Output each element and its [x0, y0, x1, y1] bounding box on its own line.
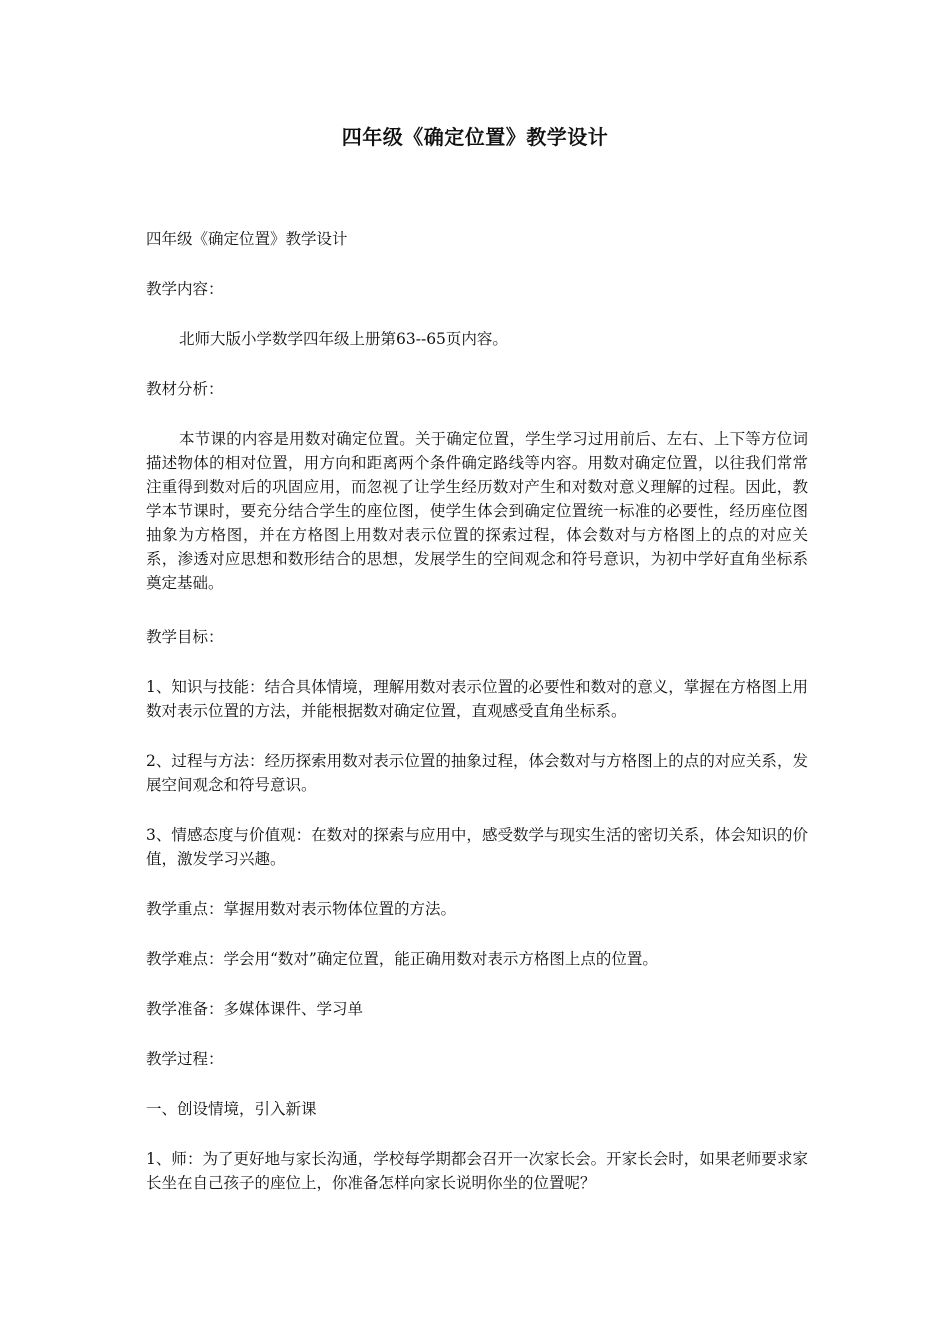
paragraph-preparation: 教学准备：多媒体课件、学习单 [146, 1000, 364, 1018]
paragraph-goal-process: 2、过程与方法：经历探索用数对表示位置的抽象过程，体会数对与方格图上的点的对应关系，发展空间观念和符号意识。 [146, 752, 808, 794]
heading-teaching-goals: 教学目标： [146, 628, 224, 646]
heading-teaching-process: 教学过程： [146, 1050, 224, 1068]
paragraph-goal-attitude: 3、情感态度与价值观：在数对的探索与应用中，感受数学与现实生活的密切关系，体会知识的价值，激发学习兴趣。 [146, 826, 808, 868]
heading-section-one: 一、创设情境，引入新课 [146, 1100, 317, 1118]
paragraph-teacher-question: 1、师：为了更好地与家长沟通，学校每学期都会召开一次家长会。开家长会时，如果老师要求家长坐在自己孩子的座位上，你准备怎样向家长说明你坐的位置呢？ [146, 1150, 808, 1192]
heading-material-analysis: 教材分析： [146, 380, 224, 398]
paragraph-goal-knowledge: 1、知识与技能：结合具体情境，理解用数对表示位置的必要性和数对的意义，掌握在方格图上用数对表示位置的方法，并能根据数对确定位置，直观感受直角坐标系。 [146, 678, 808, 720]
heading-teaching-content: 教学内容： [146, 280, 224, 298]
paragraph-teaching-content: 北师大版小学数学四年级上册第63--65页内容。 [179, 330, 508, 348]
paragraph-key-point: 教学重点：掌握用数对表示物体位置的方法。 [146, 900, 457, 918]
document-title: 四年级《确定位置》教学设计 [341, 125, 609, 149]
paragraph-difficulty: 教学难点：学会用“数对”确定位置，能正确用数对表示方格图上点的位置。 [146, 950, 658, 968]
paragraph-material-analysis: 本节课的内容是用数对确定位置。关于确定位置，学生学习过用前后、左右、上下等方位词描述物体的相对位置，用方向和距离两个条件确定路线等内容。用数对确定位置，以往我们常常注重得到数对后的巩固应用，而忽视了让学生经历数对产生和对数对意义理解的过程。因此，教学本节课时，要充分结合学生的座位图，使学生体会到确定位置统一标准的必要性，经历座位图抽象为方格图，并在方格图上用数对表示位置的探索过程，体会数对与方格图上的点的对应关系，渗透对应思想和数形结合的思想，发展学生的空间观念和符号意识，为初中学好直角坐标系奠定基础。 [146, 430, 808, 592]
paragraph-subtitle: 四年级《确定位置》教学设计 [146, 230, 348, 248]
